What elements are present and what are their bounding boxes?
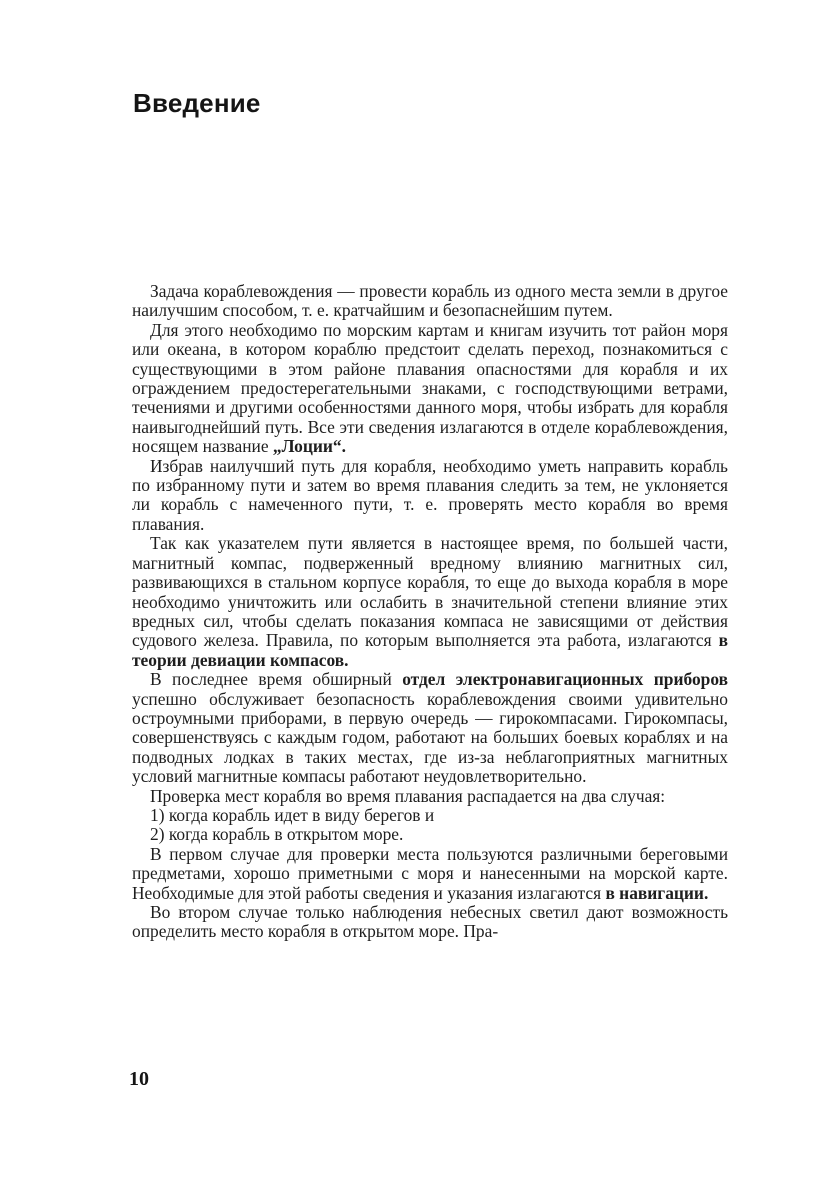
term-deviation-theory: в теории девиации компасов. [132,630,728,670]
paragraph-text: Проверка мест корабля во время плавания распадается на два случая: [150,785,666,806]
list-item-2: 2) когда корабль в открытом море. [150,824,404,845]
term-lotsiya: „Лоции“. [272,436,346,457]
paragraph-6 [132,787,728,806]
term-electronav-instruments: отдел электронавигационных приборов [402,669,728,690]
paragraph-2 [132,321,728,457]
paragraph-text: Во втором случае только наблюдения небесных светил дают возможность определить место корабля в открытом море. Пра- [132,902,728,942]
paragraph-text: В последнее время обширный [150,669,403,690]
paragraph-text-tail: успешно обслуживает безопасность кораблевождения своими удивительно остроумными приборами, в первую очередь — гирокомпасами. Гирокомпасы, совершенствуясь с каждым годом, работают на больших боевых кораблях и на подводных лодках в таких местах, где из-за неблагоприятных магнитных условий магнитные компасы работают неудовлетворительно. [132,688,728,787]
paragraph-7 [132,845,728,903]
paragraph-8 [132,903,728,942]
paragraph-4 [132,534,728,670]
page-number: 10 [129,1068,149,1090]
chapter-heading: Введение [133,88,261,118]
term-navigation: в навигации. [605,882,709,903]
paragraph-3 [132,457,728,535]
paragraph-text: Избрав наилучший путь для корабля, необходимо уметь направить корабль по избранному пути и затем во время плавания следить за тем, не уклоняется ли корабль с намеченного пути, т. е. проверять место корабля во время плавания. [132,455,728,534]
paragraph-text: Так как указателем пути является в настоящее время, по большей части, магнитный компас, подверженный вредному влиянию магнитных сил, развивающихся в стальном корпусе корабля, то еще до выхода корабля в море необходимо уничтожить или ослабить в значительной степени влияние этих вредных сил, чтобы сделать показания компаса не зависящими от действия судового железа. Правила, по которым выполняется эта работа, излагаются [132,533,728,651]
paragraph-5 [132,670,728,786]
list-item-1: 1) когда корабль идет в виду берегов и [150,804,435,825]
paragraph-text: В первом случае для проверки места пользуются различными береговыми предметами, хорошо приметными с моря и нанесенными на морской карте. Необходимые для этой работы сведения и указания излагаются [132,843,728,903]
paragraph-1 [132,282,728,321]
body-text [132,282,728,942]
paragraph-text: Для этого необходимо по морским картам и книгам изучить тот район моря или океана, в котором кораблю предстоит сделать переход, познакомиться с существующими в этом районе плавания опасностями для корабля и их ограждением предостерегательными знаками, с господствующими ветрами, течениями и другими особенностями данного моря, чтобы избрать для корабля наивыгоднейший путь. Все эти сведения излагаются в отделе кораблевождения, носящем название [132,319,728,457]
paragraph-text: Задача кораблевождения — провести корабль из одного места земли в другое наилучшим способом, т. е. кратчайшим и безопаснейшим путем. [132,281,728,321]
